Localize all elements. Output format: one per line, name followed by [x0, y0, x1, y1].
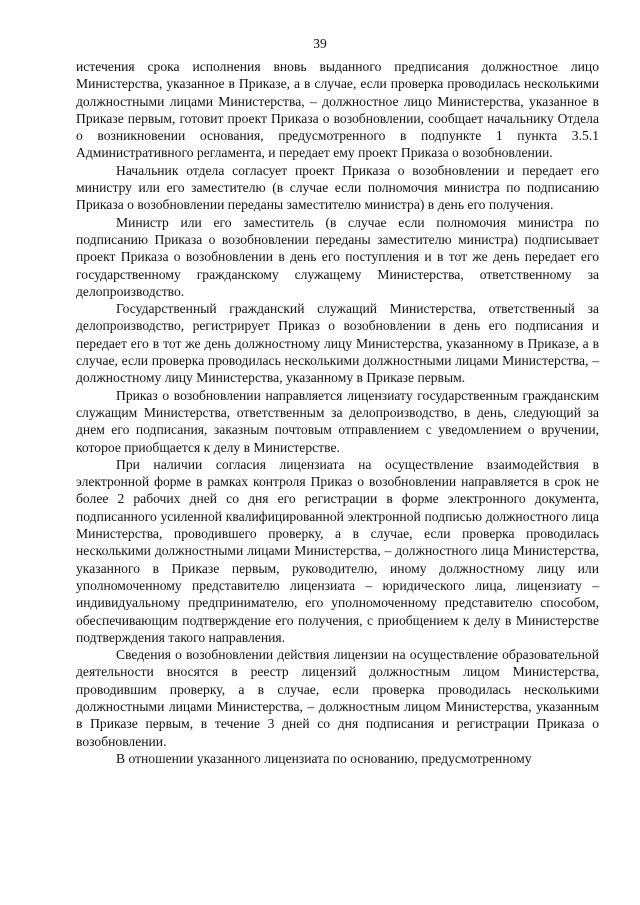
paragraph-trailing: В отношении указанного лицензиата по основанию, предусмотренному: [116, 750, 532, 766]
paragraph-head-approval: Начальник отдела согласует проект Приказа о возобновлении и передает его министру или его заместителю (в случае если полномочия министра по подписанию Приказа о возобновлении переданы заместителю министра) в день его получения.: [76, 162, 599, 213]
page-number: 39: [313, 36, 327, 51]
paragraph-continuation: истечения срока исполнения вновь выданного предписания должностное лицо Министерства, указанное в Приказе, а в случае, если проверка проводилась несколькими должностными лицами Министерства, – должностное лицо Министерства, указанное в Приказе первым, готовит проект Приказа о возобновлении, сообщает начальнику Отдела о возникновении основания, предусмотренного в подпункте 1 пункта 3.5.1 Административного регламента, и передает ему проект Приказа о возобновлении.: [76, 59, 599, 161]
body-text: [76, 58, 599, 767]
paragraph-registry-entry: Сведения о возобновлении действия лицензии на осуществление образовательной деятельности вносятся в реестр лицензий должностным лицом Министерства, проводившим проверку, а в случае, если проверка проводилась несколькими должностными лицами Министерства, – должностным лицом Министерства, указанным в Приказе первым, в течение 3 дней со дня подписания и регистрации Приказа о возобновлении.: [76, 647, 599, 749]
paragraph-electronic-delivery: При наличии согласия лицензиата на осуществление взаимодействия в электронной форме в рамках контроля Приказ о возобновлении направляется в срок не более 2 рабочих дней со дня его регистрации в форме электронного документа, подписанного усиленной квалифицированной электронной подписью должностного лица Министерства, проводившего проверку, а в случае, если проверка проводилась несколькими должностными лицами Министерства, – должностного лица Министерства, указанного в Приказе первым, руководителю, иному должностному лицу или уполномоченному представителю лицензиата – юридического лица, лицензиату – индивидуальному предпринимателю, его уполномоченному представителю способом, обеспечивающим подтверждение его получения, с приобщением к делу в Министерстве подтверждения такого направления.: [76, 456, 599, 645]
paragraph-registration: Государственный гражданский служащий Министерства, ответственный за делопроизводство, регистрирует Приказ о возобновлении в день его подписания и передает его в тот же день должностному лицу Министерства, указанному в Приказе, а в случае, если проверка проводилась несколькими должностными лицами Министерства, – должностному лицу Министерства, указанному в Приказе первым.: [76, 301, 599, 386]
paragraph-postal-delivery: Приказ о возобновлении направляется лицензиату государственным гражданским служащим Министерства, ответственным за делопроизводство, в день, следующий за днем его подписания, заказным почтовым отправлением с уведомлением о вручении, которое приобщается к делу в Министерстве.: [76, 387, 599, 455]
paragraph-minister-signature: Министр или его заместитель (в случае если полномочия министра по подписанию Приказа о возобновлении переданы заместителю министра) подписывает проект Приказа о возобновлении в день его поступления и в тот же день передает его государственному гражданскому служащему Министерства, ответственному за делопроизводство.: [76, 214, 599, 299]
